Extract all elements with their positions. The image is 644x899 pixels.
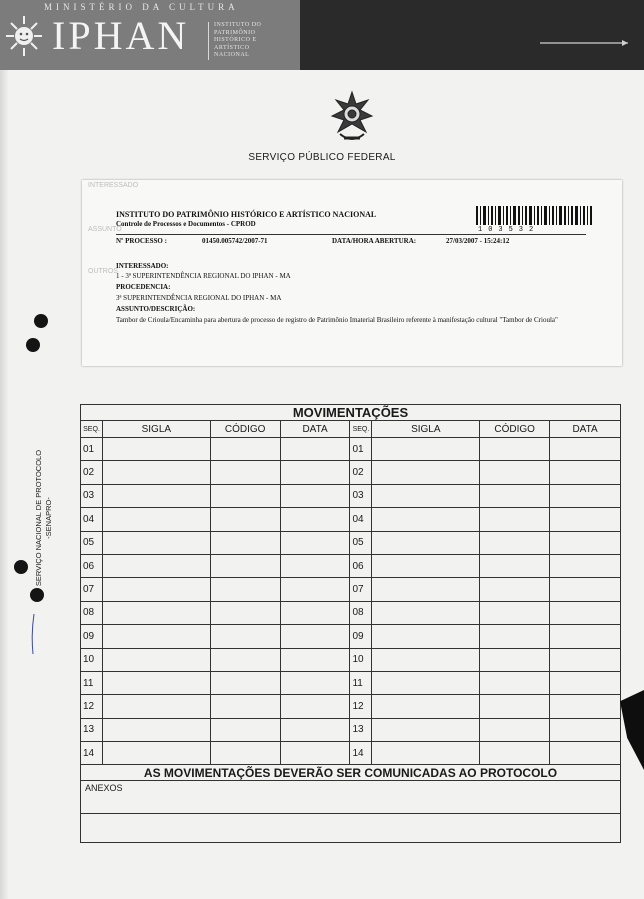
data-cell[interactable]	[280, 625, 350, 648]
codigo-cell[interactable]	[210, 438, 280, 461]
codigo-cell[interactable]	[210, 671, 280, 694]
abertura-label: DATA/HORA ABERTURA:	[332, 237, 417, 245]
codigo-cell[interactable]	[480, 742, 550, 765]
side-text-line: SERVIÇO NACIONAL DE PROTOCOLO	[34, 449, 43, 587]
punch-hole	[30, 588, 44, 602]
seq-cell: 08	[350, 601, 372, 624]
codigo-cell[interactable]	[480, 508, 550, 531]
table-row	[81, 438, 621, 461]
sigla-cell[interactable]	[102, 671, 210, 694]
header-separator	[208, 22, 209, 60]
seq-cell: 13	[350, 718, 372, 741]
sigla-cell[interactable]	[102, 508, 210, 531]
data-cell[interactable]	[280, 531, 350, 554]
codigo-cell[interactable]	[210, 601, 280, 624]
data-cell[interactable]	[280, 438, 350, 461]
sigla-cell[interactable]	[372, 601, 480, 624]
codigo-cell[interactable]	[480, 625, 550, 648]
seq-cell: 05	[81, 531, 103, 554]
data-cell[interactable]	[280, 695, 350, 718]
seq-cell: 03	[350, 484, 372, 507]
data-cell[interactable]	[550, 461, 621, 484]
seq-cell: 02	[350, 461, 372, 484]
data-cell[interactable]	[550, 484, 621, 507]
sigla-cell[interactable]	[372, 648, 480, 671]
codigo-cell[interactable]	[480, 578, 550, 601]
codigo-cell[interactable]	[480, 554, 550, 577]
codigo-cell[interactable]	[480, 484, 550, 507]
institute-line: NACIONAL	[214, 52, 250, 59]
sigla-cell[interactable]	[102, 438, 210, 461]
sigla-cell[interactable]	[372, 695, 480, 718]
data-cell[interactable]	[280, 508, 350, 531]
seq-cell: 07	[81, 578, 103, 601]
table-row	[81, 461, 621, 484]
sigla-cell[interactable]	[372, 508, 480, 531]
seq-cell: 06	[350, 554, 372, 577]
data-cell[interactable]	[550, 554, 621, 577]
data-cell[interactable]	[550, 625, 621, 648]
interessado-label: INTERESSADO:	[116, 262, 169, 270]
table-row	[81, 601, 621, 624]
data-cell[interactable]	[280, 601, 350, 624]
seq-cell: 08	[81, 601, 103, 624]
seq-cell: 11	[81, 671, 103, 694]
sigla-cell[interactable]	[372, 718, 480, 741]
seq-cell: 14	[350, 742, 372, 765]
label-institute: INSTITUTO DO PATRIMÔNIO HISTÓRICO E ARTÍSTICO NACIONAL	[116, 210, 377, 219]
sigla-cell[interactable]	[372, 742, 480, 765]
seq-cell: 13	[81, 718, 103, 741]
sigla-cell[interactable]	[372, 671, 480, 694]
ghost-interessado: INTERESSADO	[88, 182, 139, 189]
sigla-cell[interactable]	[372, 484, 480, 507]
servico-publico-heading: SERVIÇO PÚBLICO FEDERAL	[248, 152, 396, 163]
assunto-label: ASSUNTO/DESCRIÇÃO:	[116, 305, 196, 313]
anexos-blank-line[interactable]	[81, 814, 621, 843]
sigla-cell[interactable]	[102, 648, 210, 671]
institute-line: HISTÓRICO E	[214, 37, 257, 44]
page-edge-shadow	[0, 0, 8, 899]
codigo-cell[interactable]	[210, 648, 280, 671]
sigla-cell[interactable]	[102, 554, 210, 577]
seq-cell: 10	[350, 648, 372, 671]
table-header-row	[81, 421, 621, 438]
sigla-cell[interactable]	[102, 461, 210, 484]
label-rule	[116, 234, 586, 235]
data-cell[interactable]	[280, 484, 350, 507]
codigo-cell[interactable]	[210, 554, 280, 577]
table-row	[81, 531, 621, 554]
header-seq: SEQ.	[350, 421, 372, 438]
seq-cell: 05	[350, 531, 372, 554]
institute-line: PATRIMÔNIO	[214, 29, 256, 36]
procedencia-label: PROCEDENCIA:	[116, 283, 171, 291]
sigla-cell[interactable]	[372, 554, 480, 577]
barcode-number: 103532	[478, 226, 540, 234]
sigla-cell[interactable]	[102, 718, 210, 741]
table-row	[81, 718, 621, 741]
table-row	[81, 578, 621, 601]
codigo-cell[interactable]	[480, 438, 550, 461]
header-codigo: CÓDIGO	[210, 421, 280, 438]
sigla-cell[interactable]	[102, 484, 210, 507]
institute-line: INSTITUTO DO	[214, 22, 262, 28]
seq-cell: 01	[350, 438, 372, 461]
table-row	[81, 625, 621, 648]
codigo-cell[interactable]	[480, 648, 550, 671]
coat-of-arms-icon	[330, 90, 374, 146]
codigo-cell[interactable]	[480, 601, 550, 624]
codigo-cell[interactable]	[480, 671, 550, 694]
sigla-cell[interactable]	[372, 578, 480, 601]
table-row	[81, 742, 621, 765]
seq-cell: 14	[81, 742, 103, 765]
header-seq: SEQ.	[81, 421, 103, 438]
movimentacoes-table	[80, 404, 621, 843]
data-cell[interactable]	[280, 718, 350, 741]
punch-hole	[14, 560, 28, 574]
sigla-cell[interactable]	[372, 438, 480, 461]
codigo-cell[interactable]	[480, 531, 550, 554]
data-cell[interactable]	[550, 531, 621, 554]
seq-cell: 02	[81, 461, 103, 484]
institute-name-block	[214, 22, 261, 60]
seq-cell: 10	[81, 648, 103, 671]
sun-logo-icon	[4, 14, 44, 58]
seq-cell: 12	[81, 695, 103, 718]
seq-cell: 12	[350, 695, 372, 718]
header-data: DATA	[280, 421, 350, 438]
data-cell[interactable]	[280, 648, 350, 671]
data-cell[interactable]	[550, 578, 621, 601]
sigla-cell[interactable]	[102, 742, 210, 765]
senapro-side-label	[34, 450, 54, 586]
anexos-label: ANEXOS	[85, 783, 123, 794]
procedencia-value: 3ª SUPERINTENDÊNCIA REGIONAL DO IPHAN - MA	[116, 294, 282, 302]
punch-hole	[34, 314, 48, 328]
ghost-outros: OUTROS	[88, 268, 118, 275]
codigo-cell[interactable]	[480, 461, 550, 484]
table-row	[81, 671, 621, 694]
codigo-cell[interactable]	[210, 461, 280, 484]
assunto-value: Tambor de Crioula/Encaminha para abertura de processo de registro de Patrimônio Imaterial Brasileiro referente à manifestação cultural "Tambor de Crioula"	[116, 316, 558, 324]
data-cell[interactable]	[550, 718, 621, 741]
sigla-cell[interactable]	[102, 578, 210, 601]
sigla-cell[interactable]	[102, 601, 210, 624]
codigo-cell[interactable]	[210, 718, 280, 741]
seq-cell: 04	[350, 508, 372, 531]
data-cell[interactable]	[280, 742, 350, 765]
header-data: DATA	[550, 421, 621, 438]
sigla-cell[interactable]	[102, 625, 210, 648]
codigo-cell[interactable]	[210, 578, 280, 601]
seq-cell: 03	[81, 484, 103, 507]
data-cell[interactable]	[280, 578, 350, 601]
process-label-sticker	[82, 180, 622, 366]
header-sigla: SIGLA	[372, 421, 480, 438]
sigla-cell[interactable]	[372, 461, 480, 484]
abertura-value: 27/03/2007 - 15:24:12	[446, 237, 510, 245]
seq-cell: 09	[81, 625, 103, 648]
sigla-cell[interactable]	[372, 625, 480, 648]
processo-value: 01450.005742/2007-71	[202, 237, 268, 245]
codigo-cell[interactable]	[480, 718, 550, 741]
header-sigla: SIGLA	[102, 421, 210, 438]
sigla-cell[interactable]	[102, 531, 210, 554]
seq-cell: 07	[350, 578, 372, 601]
data-cell[interactable]	[550, 438, 621, 461]
data-cell[interactable]	[280, 461, 350, 484]
pen-mark	[30, 614, 36, 654]
table-title: MOVIMENTAÇÕES	[81, 405, 621, 421]
codigo-cell[interactable]	[210, 508, 280, 531]
codigo-cell[interactable]	[210, 695, 280, 718]
table-row	[81, 648, 621, 671]
data-cell[interactable]	[550, 695, 621, 718]
interessado-value: 1 - 3ª SUPERINTENDÊNCIA REGIONAL DO IPHAN - MA	[116, 272, 291, 280]
codigo-cell[interactable]	[480, 695, 550, 718]
institute-line: ARTÍSTICO	[214, 44, 250, 51]
anexos-field[interactable]	[81, 781, 621, 814]
seq-cell: 09	[350, 625, 372, 648]
data-cell[interactable]	[280, 671, 350, 694]
codigo-cell[interactable]	[210, 625, 280, 648]
seq-cell: 01	[81, 438, 103, 461]
iphan-logo-text: IPHAN	[52, 13, 190, 58]
sigla-cell[interactable]	[102, 695, 210, 718]
sigla-cell[interactable]	[372, 531, 480, 554]
table-row	[81, 508, 621, 531]
processo-label: Nº PROCESSO :	[116, 237, 167, 245]
iphan-header	[0, 0, 644, 70]
codigo-cell[interactable]	[210, 484, 280, 507]
table-row	[81, 484, 621, 507]
punch-hole	[26, 338, 40, 352]
table-footer-note: AS MOVIMENTAÇÕES DEVERÃO SER COMUNICADAS AO PROTOCOLO	[81, 765, 621, 781]
data-cell[interactable]	[550, 508, 621, 531]
header-codigo: CÓDIGO	[480, 421, 550, 438]
data-cell[interactable]	[550, 671, 621, 694]
data-cell[interactable]	[550, 742, 621, 765]
data-cell[interactable]	[280, 554, 350, 577]
table-row	[81, 554, 621, 577]
side-text-line: -SENAPRO-	[44, 497, 53, 539]
ministry-name: MINISTÉRIO DA CULTURA	[44, 2, 239, 12]
data-cell[interactable]	[550, 601, 621, 624]
data-cell[interactable]	[550, 648, 621, 671]
header-arrow-mark	[540, 40, 630, 46]
codigo-cell[interactable]	[210, 531, 280, 554]
seq-cell: 04	[81, 508, 103, 531]
seq-cell: 11	[350, 671, 372, 694]
scan-artifact	[620, 690, 644, 770]
codigo-cell[interactable]	[210, 742, 280, 765]
seq-cell: 06	[81, 554, 103, 577]
barcode-icon	[476, 206, 592, 225]
ghost-assunto: ASSUNTO	[88, 226, 122, 233]
table-row	[81, 695, 621, 718]
label-control: Controle de Processos e Documentos - CPROD	[116, 220, 256, 228]
